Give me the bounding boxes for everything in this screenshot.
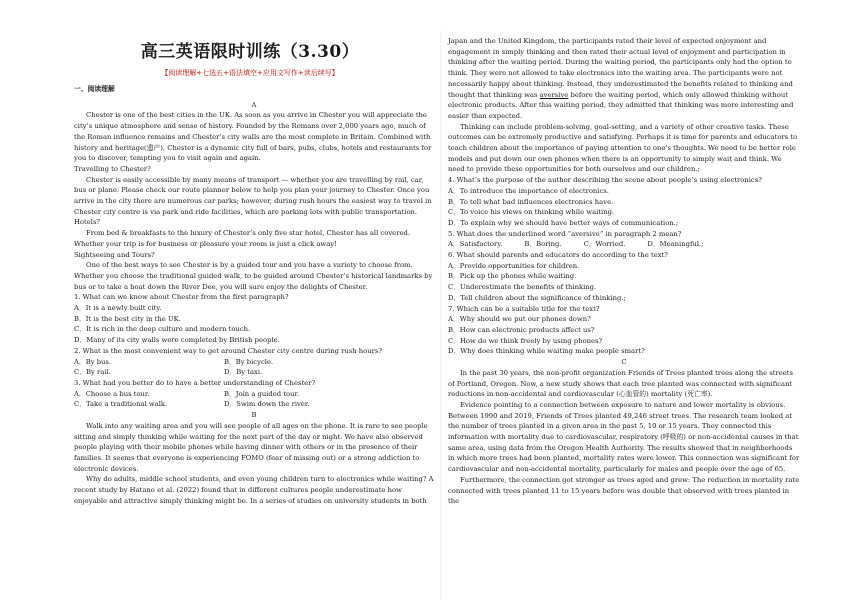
passage-b-paragraph: Walk into any waiting area and you will see people of all ages on the phone. It is rare to see people sitting and simply thinking while waiting for the next part of the day or night. We have also observed people playing with their mobile phones while having dinner with others or in the presence of their families. It seems that everyone is experiencing FOMO (fear of missing out) or a strong addiction to electronic devices. bbox=[74, 421, 428, 473]
question-stem: 7. Which can be a suitable title for the text? bbox=[448, 304, 600, 313]
answer-option[interactable]: D．Swim down the river. bbox=[224, 400, 310, 409]
answer-option[interactable]: A．Provide opportunities for children. bbox=[448, 261, 580, 270]
answer-option[interactable]: D．By taxi. bbox=[224, 368, 263, 377]
question-stem: 6. What should parents and educators do according to the text? bbox=[448, 251, 668, 260]
question-stem: 4. What’s the purpose of the author describing the scene about people’s using electronics? bbox=[448, 176, 762, 185]
answer-option[interactable]: A．Satisfactory. bbox=[448, 240, 503, 249]
answer-option[interactable]: B．Pick up the phones while waiting. bbox=[448, 272, 577, 281]
answer-option[interactable]: C．It is rich in the deep culture and modern touch. bbox=[74, 325, 251, 334]
passage-b-text: Japan and the United Kingdom, the participants rated their level of expected enjoyment and engagement in simply thinking and then rated their actual level of enjoyment and participation in thinking after the waiting period. During the waiting period, the participants only had the option to think. They were not allowed to take electronics into the waiting area. The participants were not necessarily happy about thinking. Instead, they underestimated the benefits related to thinking and thought that thinking was bbox=[448, 37, 793, 99]
answer-option[interactable]: D．Tell children about the significance of thinking.; bbox=[448, 293, 626, 302]
question-stem: 1. What can we know about Chester from the first paragraph? bbox=[74, 293, 289, 302]
answer-option[interactable]: A．It is a newly built city. bbox=[74, 304, 162, 313]
question-stem: 3. What had you better do to have a better understanding of Chester? bbox=[74, 378, 316, 387]
section-heading: 一、阅读理解 bbox=[74, 85, 115, 93]
passage-b-paragraph: Thinking can include problem-solving, goal-setting, and a variety of other creative tasks. These outcomes can be extremely productive and satisfying. Perhaps it is time for parents and educators to teach children about the importance of paying attention to one’s thoughts. We need to be better role models and put down our own phones when there is an opportunity to simply wait and think. We need to provide these opportunities for both ourselves and our children.; bbox=[448, 122, 798, 174]
passage-b-label: B bbox=[251, 411, 257, 420]
question-stem: 5. What does the underlined word “aversive” in paragraph 2 mean? bbox=[448, 229, 682, 238]
answer-option[interactable]: B．How can electronic products affect us? bbox=[448, 325, 595, 334]
left-column bbox=[74, 84, 434, 506]
answer-option[interactable]: C．Underestimate the benefits of thinking. bbox=[448, 283, 597, 292]
passage-b-text: before the waiting period, which only allowed thinking without electronic products. After this waiting period, they admitted that thinking was more interesting and easier than expected. bbox=[448, 90, 794, 120]
answer-option[interactable]: D．Meaningful.; bbox=[647, 240, 704, 249]
answer-option[interactable]: C．By rail. bbox=[74, 368, 111, 377]
answer-option[interactable]: B．To tell what bad influences electronics have. bbox=[448, 197, 614, 206]
page-title: 高三英语限时训练（3.30） bbox=[140, 42, 360, 62]
question-stem: 2. What is the most convenient way to get around Chester city centre during rush hours? bbox=[74, 346, 383, 355]
answer-option[interactable]: C．How do we think freely by using phones? bbox=[448, 336, 603, 345]
answer-option[interactable]: D．Why does thinking while waiting make people smart? bbox=[448, 347, 645, 356]
passage-c-paragraph: In the past 30 years, the non-profit organization Friends of Trees planted trees along the streets of Portland, Oregon. Now, a new study shows that each tree planted was connected with significant reductions in non-accidental and cardiovascular (心血管的) mortality (死亡率). bbox=[448, 368, 794, 399]
passage-c-label: C bbox=[621, 358, 627, 367]
right-column bbox=[448, 36, 800, 507]
page-subtitle: 【阅读理解+七选五+语法填空+应用文写作+读后续写】 bbox=[161, 69, 339, 77]
passage-a-paragraph: Chester is one of the best cities in the UK. As soon as you arrive in Chester you will appreciate the city’s unique atmosphere and sense of history. Founded by the Romans over 2,000 years ago, much of the Roman influence remains and Chester’s city walls are the most complete in Britain. Combined with history and heritage(遗产), Chester is a dynamic city full of bars, pubs, clubs, hotels and restaurants for you to discover, tempting you to visit again and again. bbox=[74, 111, 432, 163]
answer-option[interactable]: C．To voice his views on thinking while waiting. bbox=[448, 208, 615, 217]
passage-a-subheading: Travelling to Chester? bbox=[74, 164, 151, 173]
answer-option[interactable]: B．Join a guided tour. bbox=[224, 389, 300, 398]
passage-c-paragraph: Evidence pointing to a connection between exposure to nature and lower mortality is obvious. Between 1990 and 2019, Friends of Trees planted 49,246 street trees. The research team looked at the number of trees planted in a given area in the past 5, 10 or 15 years. They connected this information with mortality due to cardiovascular, respiratory (呼吸的) or non-accidental causes in that same area, using data from the Oregon Health Authority. The results showed that in neighborhoods in which more trees had been planted, mortality rates were lower. This connection was significant for cardiovascular and non-accidental mortality, particularly for males and people over the age of 65. bbox=[448, 400, 800, 474]
answer-option[interactable]: B．Boring. bbox=[524, 240, 562, 249]
options-row bbox=[74, 367, 434, 378]
options-row bbox=[74, 357, 434, 368]
answer-option[interactable]: A．Why should we put our phones down? bbox=[448, 315, 591, 324]
options-row bbox=[74, 389, 434, 400]
answer-option[interactable]: A．By bus. bbox=[74, 357, 112, 366]
options-row bbox=[74, 399, 434, 410]
passage-a-subheading: Sightseeing and Tours? bbox=[74, 250, 155, 259]
answer-option[interactable]: A．Choose a bus tour. bbox=[74, 389, 150, 398]
passage-a-paragraph: One of the best ways to see Chester is by a guided tour and you have a variety to choose from. Whether you choose the traditional guided walk, to be guided around Chester’s historical landmarks by bus or to take a boat down the River Dee, you will sure enjoy the delights of Chester. bbox=[74, 261, 433, 291]
passage-c-paragraph: Furthermore, the connection got stronger as trees aged and grew: The reduction in mortality rate connected with trees planted 11 to 15 years before was double that observed with trees planted in the bbox=[448, 475, 800, 506]
answer-option[interactable]: A．To introduce the importance of electronics. bbox=[448, 186, 609, 195]
answer-option[interactable]: D．Many of its city walls were completed by British people. bbox=[74, 336, 280, 345]
passage-a-paragraph: From bed & breakfasts to the luxury of Chester’s only five star hotel, Chester has all covered. Whether your trip is for business or pleasure your room is just a click away! bbox=[74, 229, 410, 248]
column-divider bbox=[440, 30, 441, 600]
answer-option[interactable]: B．It is the best city in the UK. bbox=[74, 314, 181, 323]
answer-option[interactable]: D．To explain why we should have better ways of communication.; bbox=[448, 218, 679, 227]
answer-option[interactable]: C．Take a traditional walk. bbox=[74, 400, 168, 409]
options-row bbox=[448, 239, 800, 250]
answer-option[interactable]: B．By bicycle. bbox=[224, 357, 274, 366]
passage-b-continued bbox=[448, 36, 800, 122]
passage-a-label: A bbox=[251, 100, 257, 109]
passage-a-subheading: Hotels? bbox=[74, 218, 101, 227]
answer-option[interactable]: C．Worried. bbox=[583, 240, 626, 249]
underlined-word: aversive bbox=[539, 90, 569, 99]
passage-b-paragraph: Why do adults, middle school students, and even young children turn to electronics while waiting? A recent study by Hatano et al. (2022) found that in different cultures people underestimate how enjoyable and attractive simply thinking might be. In a series of studies on university students in both bbox=[74, 475, 434, 505]
passage-a-paragraph: Chester is easily accessible by many means of transport — whether you are travelling by rail, car, bus or plane. Please check our route planner below to help you plan your journey to Chester. Once you arrive in the city there are numerous car parks; however, during rush hours the easiest way to travel in Chester city centre is via park and ride facilities, which are parking lots with public transportation. bbox=[74, 175, 432, 216]
